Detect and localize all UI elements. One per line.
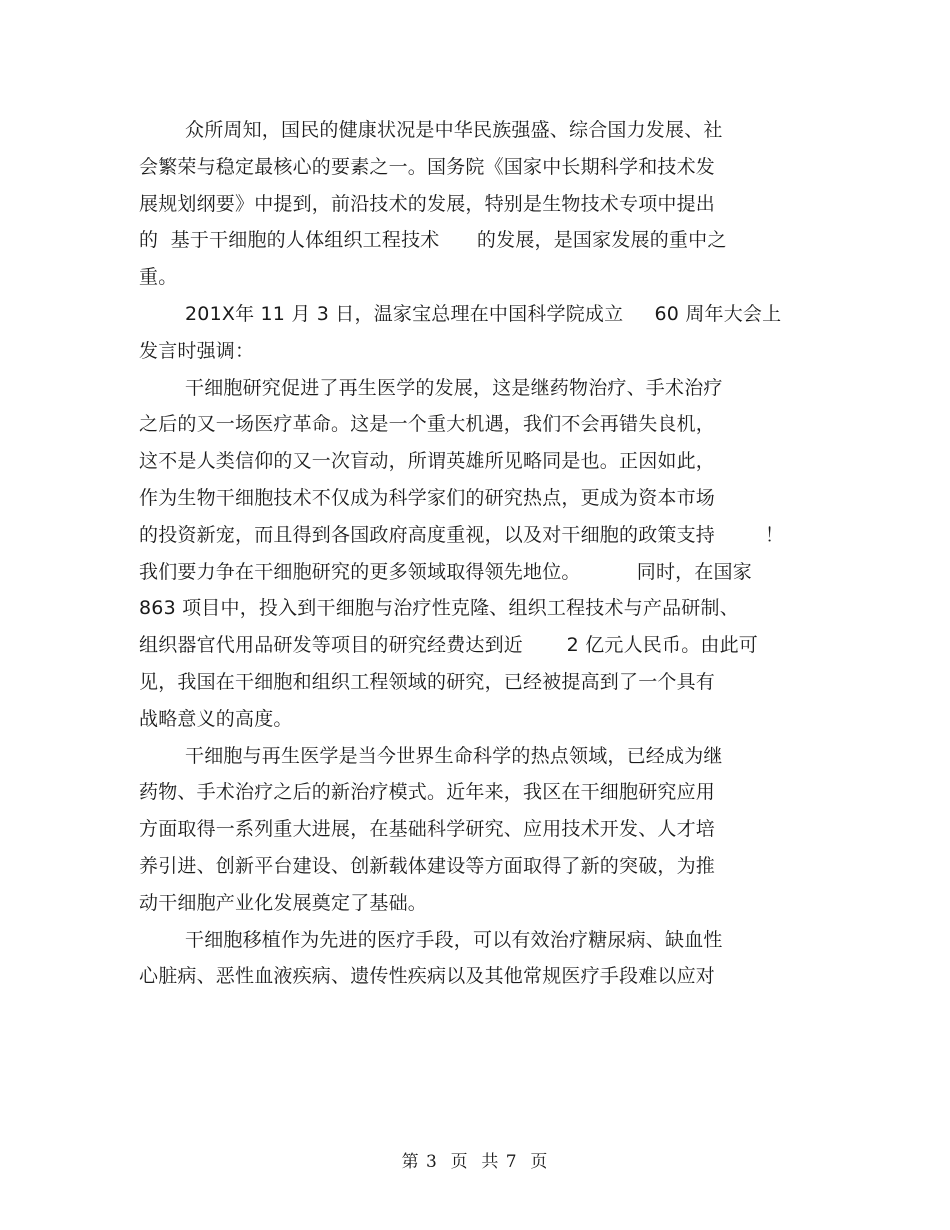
paragraph-line: 见，我国在干细胞和组织工程领域的研究，已经被提高到了一个具有 (139, 670, 716, 693)
paragraph-line: 发言时强调： (139, 339, 255, 362)
paragraph-line: 药物、手术治疗之后的新治疗模式。近年来，我区在干细胞研究应用 (139, 781, 716, 804)
paragraph-line: 这不是人类信仰的又一次盲动，所谓英雄所见略同是也。正因如此， (139, 450, 716, 473)
paragraph-line: 众所周知，国民的健康状况是中华民族强盛、综合国力发展、社 (185, 119, 723, 141)
body-text (139, 112, 819, 995)
paragraph-line: 之后的又一场医疗革命。这是一个重大机遇，我们不会再错失良机， (139, 413, 716, 436)
paragraph-line: 的 基于干细胞的人体组织工程技术 的发展，是国家发展的重中之 (139, 229, 727, 252)
paragraph-line: 方面取得一系列重大进展，在基础科学研究、应用技术开发、人才培 (139, 818, 716, 841)
paragraph-line: 展规划纲要》中提到，前沿技术的发展，特别是生物技术专项中提出 (139, 192, 716, 215)
paragraph-line: 战略意义的高度。 (139, 707, 293, 730)
paragraph-line: 干细胞研究促进了再生医学的发展，这是继药物治疗、手术治疗 (185, 376, 723, 399)
paragraph-line: 动干细胞产业化发展奠定了基础。 (139, 891, 428, 914)
paragraph-line: 会繁荣与稳定最核心的要素之一。国务院《国家中长期科学和技术发 (139, 155, 716, 178)
paragraph-line: 863 项目中，投入到干细胞与治疗性克隆、组织工程技术与产品研制、 (139, 597, 739, 620)
paragraph-line: 的投资新宠，而且得到各国政府高度重视，以及对干细胞的政策支持 ！ (139, 523, 785, 546)
paragraph-line: 组织器官代用品研发等项目的研究经费达到近 2 亿元人民币。由此可 (139, 634, 759, 657)
paragraph-line: 我们要力争在干细胞研究的更多领域取得领先地位。 同时，在国家 (139, 560, 752, 583)
paragraph-line: 干细胞与再生医学是当今世界生命科学的热点领域，已经成为继 (185, 744, 723, 767)
page-number: 第 3 页 共 7 页 (401, 1152, 549, 1172)
paragraph-line: 作为生物干细胞技术不仅成为科学家们的研究热点，更成为资本市场 (139, 486, 716, 509)
paragraph-line: 重。 (139, 266, 178, 289)
paragraph-line: 养引进、创新平台建设、创新载体建设等方面取得了新的突破，为推 (139, 854, 716, 877)
paragraph-line: 心脏病、恶性血液疾病、遗传性疾病以及其他常规医疗手段难以应对 (139, 965, 716, 988)
paragraph-line: 201X年 11 月 3 日，温家宝总理在中国科学院成立 60 周年大会上 (185, 302, 782, 325)
paragraph-line: 干细胞移植作为先进的医疗手段，可以有效治疗糖尿病、缺血性 (185, 928, 723, 951)
